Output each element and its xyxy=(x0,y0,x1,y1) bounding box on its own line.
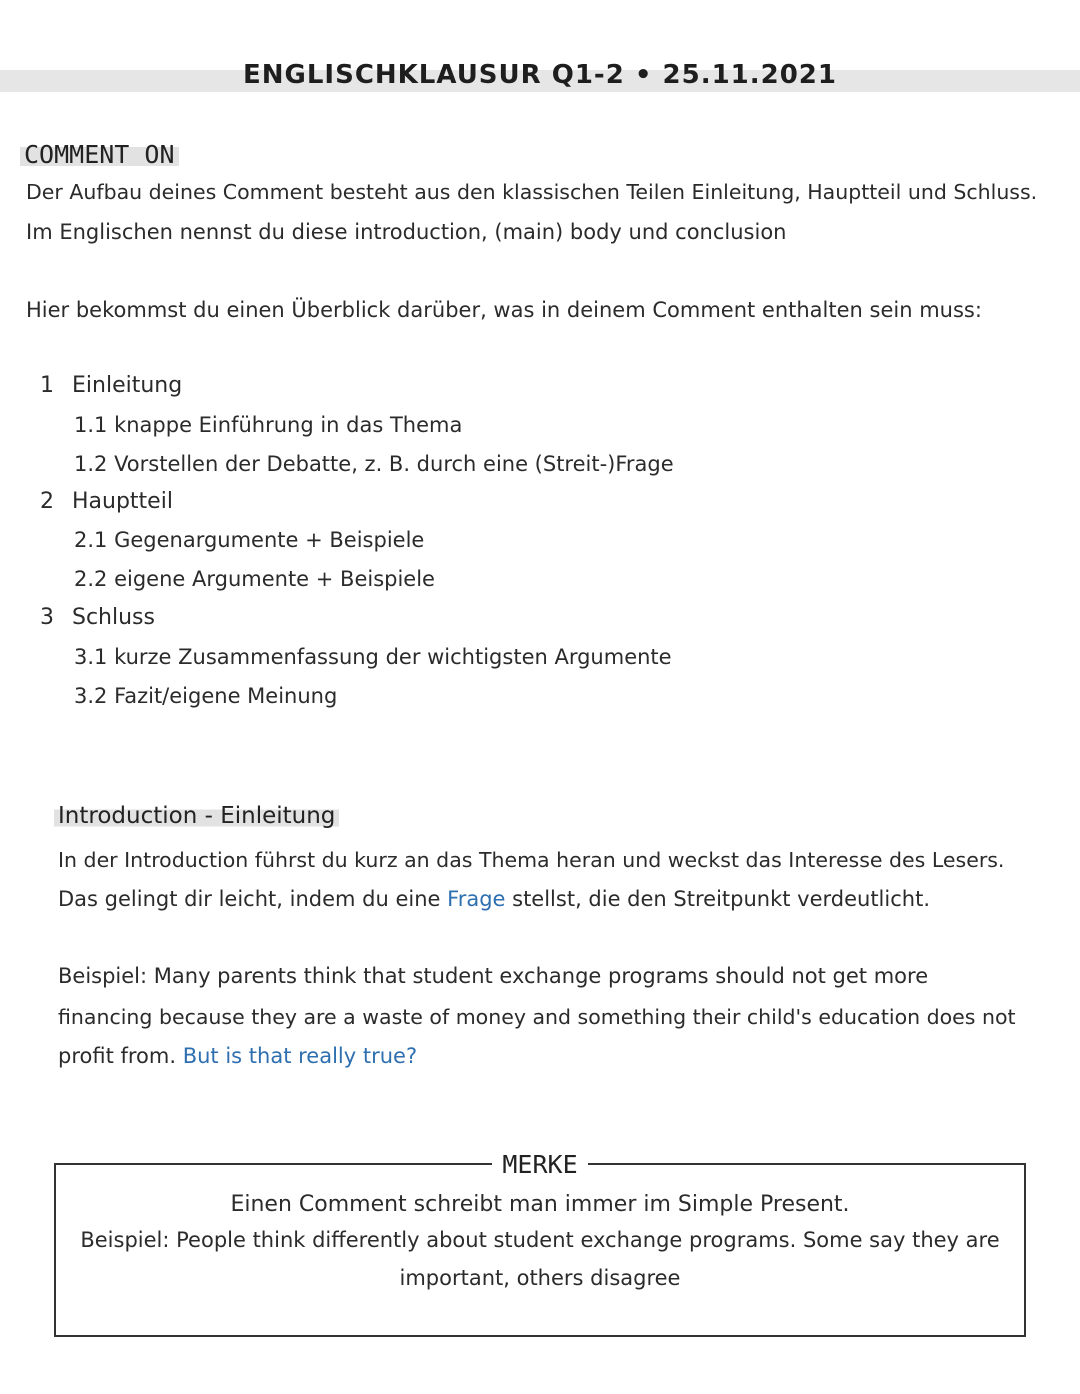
merke-line-3: important, others disagree xyxy=(399,1266,681,1290)
merke-line-1: Einen Comment schreibt man immer im Simple Present. xyxy=(230,1192,850,1217)
overview-text: Hier bekommst du einen Überblick darüber, was in deinem Comment enthalten sein muss: xyxy=(26,298,982,322)
outline-number-1: 1 xyxy=(40,373,54,398)
introduction-line-2-end: stellst, die den Streitpunkt verdeutlicht. xyxy=(505,887,930,911)
page-title: ENGLISCHKLAUSUR Q1-2 • 25.11.2021 xyxy=(242,60,837,90)
example-line-1: Beispiel: Many parents think that student exchange programs should not get more xyxy=(58,964,929,988)
outline-number-3: 3 xyxy=(40,605,54,630)
outline-sub-1-2: 1.2 Vorstellen der Debatte, z. B. durch eine (Streit-)Frage xyxy=(74,452,674,476)
introduction-line-2-start: Das gelingt dir leicht, indem du eine xyxy=(58,887,448,911)
intro-text-line-2: Im Englischen nennst du diese introduction, (main) body und conclusion xyxy=(26,220,787,244)
outline-sub-3-2: 3.2 Fazit/eigene Meinung xyxy=(74,684,338,708)
outline-label-einleitung: Einleitung xyxy=(72,373,183,398)
introduction-heading: Introduction - Einleitung xyxy=(54,803,339,829)
example-line-3 xyxy=(58,1044,417,1068)
merke-line-2: Beispiel: People think differently about student exchange programs. Some say they are xyxy=(80,1228,1000,1252)
outline-sub-2-1: 2.1 Gegenargumente + Beispiele xyxy=(74,528,425,552)
highlight-question: But is that really true? xyxy=(182,1044,418,1068)
introduction-text-line-2 xyxy=(58,887,930,911)
outline-sub-2-2: 2.2 eigene Argumente + Beispiele xyxy=(74,567,435,591)
outline-label-hauptteil: Hauptteil xyxy=(72,489,173,514)
intro-text-line-1: Der Aufbau deines Comment besteht aus den klassischen Teilen Einleitung, Hauptteil und Schluss. xyxy=(26,180,1038,204)
example-line-3-start: profit from. xyxy=(58,1044,183,1068)
outline-number-2: 2 xyxy=(40,489,54,514)
introduction-text-line-1: In der Introduction führst du kurz an das Thema heran und weckst das Interesse des Lesers. xyxy=(58,848,1005,872)
outline-label-schluss: Schluss xyxy=(72,605,155,630)
comment-on-heading: COMMENT ON xyxy=(20,140,179,169)
merke-title-text: MERKE xyxy=(492,1150,587,1179)
highlight-frage: Frage xyxy=(447,887,506,911)
outline-sub-1-1: 1.1 knappe Einführung in das Thema xyxy=(74,413,463,437)
merke-title xyxy=(0,1150,1080,1179)
outline-sub-3-1: 3.1 kurze Zusammenfassung der wichtigsten Argumente xyxy=(74,645,672,669)
example-line-2: financing because they are a waste of money and something their child's education does not xyxy=(58,1005,1016,1029)
